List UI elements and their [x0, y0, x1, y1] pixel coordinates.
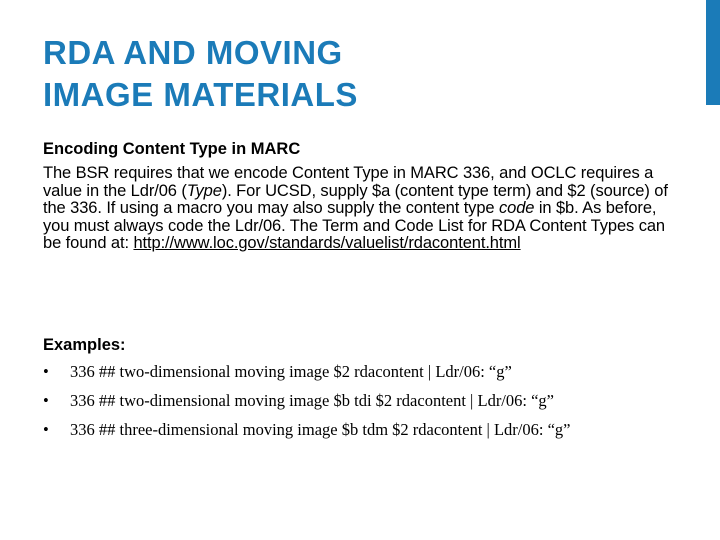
- paragraph-italic-code: code: [498, 199, 535, 217]
- examples-heading: Examples:: [43, 336, 126, 354]
- rda-content-link[interactable]: http://www.loc.gov/standards/valuelist/rdacontent.html: [133, 234, 521, 252]
- body-content: [43, 139, 683, 253]
- bullet-icon: •: [43, 391, 49, 410]
- paragraph-italic-type: Type: [186, 181, 222, 200]
- bullet-icon: •: [43, 420, 49, 439]
- list-item: [43, 420, 663, 440]
- examples-list: [43, 362, 663, 449]
- title-line-1: RDA AND MOVING: [43, 34, 343, 71]
- example-text: 336 ## two-dimensional moving image $b tdi $2 rdacontent | Ldr/06: “g”: [70, 391, 555, 410]
- slide-title: [43, 32, 683, 116]
- list-item: [43, 391, 663, 411]
- example-text: 336 ## two-dimensional moving image $2 rdacontent | Ldr/06: “g”: [70, 362, 512, 381]
- paragraph-text-1: The BSR requires that we encode Content Type in MARC 336, and OCLC requires a value in the Ldr/06 (: [43, 164, 654, 200]
- bullet-icon: •: [43, 362, 49, 381]
- subheading: Encoding Content Type in MARC: [43, 140, 301, 158]
- accent-bar: [706, 0, 720, 105]
- description-paragraph: [43, 165, 683, 253]
- paragraph-text-3: in $b. As before, you must always code the Ldr/06. The Term and Code List for RDA Content Types can be found at:: [43, 199, 665, 252]
- title-line-2: IMAGE MATERIALS: [43, 76, 358, 113]
- list-item: [43, 362, 663, 382]
- example-text: 336 ## three-dimensional moving image $b tdm $2 rdacontent | Ldr/06: “g”: [70, 420, 571, 439]
- paragraph-text-2: ). For UCSD, supply $a (content type term) and $2 (source) of the 336. If using a macro you may also supply the content type: [43, 181, 668, 217]
